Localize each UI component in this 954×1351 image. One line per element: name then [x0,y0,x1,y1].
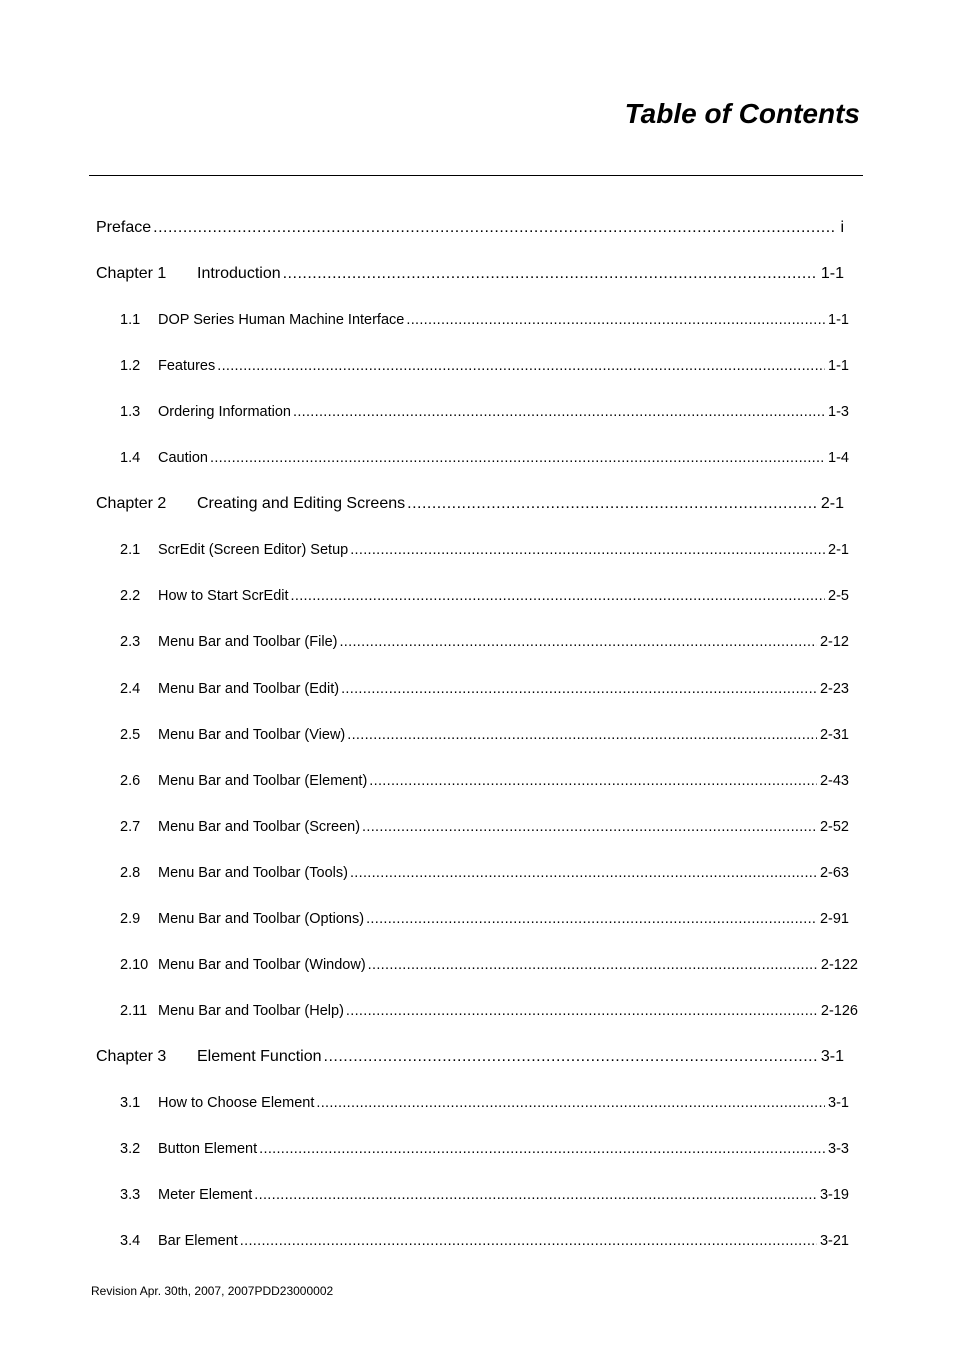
toc-entry-title: How to Start ScrEdit [158,588,289,604]
toc-dot-leader [291,585,825,607]
toc-entry-title: Introduction [197,265,281,282]
toc-dot-leader [240,1230,817,1252]
toc-entry-title: Menu Bar and Toolbar (Edit) [158,681,340,697]
toc-entry-page: 1-3 [828,404,849,420]
toc-section-entry[interactable] [120,770,849,792]
toc-entry-title: Menu Bar and Toolbar (Window) [158,957,366,973]
toc-entry-number: 3.3 [120,1187,141,1203]
toc-entry-number: Chapter 3 [96,1048,167,1065]
toc-entry-number: 1.1 [120,312,141,328]
toc-entry-page: 2-31 [819,727,849,743]
toc-section-entry[interactable] [120,678,849,700]
toc-section-entry[interactable] [120,309,849,331]
toc-entry-number: Chapter 2 [96,495,167,512]
toc-section-entry[interactable] [120,862,849,884]
toc-entry-title: Features [158,358,216,374]
toc-dot-leader [217,355,825,377]
toc-entry-page: 1-4 [828,450,849,466]
toc-section-entry[interactable] [120,355,849,377]
toc-section-entry[interactable] [120,724,849,746]
toc-entry-title: How to Choose Element [158,1095,315,1111]
toc-dot-leader [350,539,825,561]
toc-section-entry[interactable] [120,1230,849,1252]
toc-entry-page: 3-19 [819,1187,849,1203]
toc-entry-page: 2-5 [828,588,849,604]
toc-entry-title: Caution [158,450,208,466]
toc-dot-leader [254,1184,817,1206]
toc-dot-leader [407,493,818,515]
toc-chapter-entry[interactable] [96,1046,844,1068]
toc-entry-number: 1.3 [120,404,141,420]
toc-dot-leader [347,724,817,746]
toc-entry-page: 1-1 [828,312,849,328]
toc-entry-page: 2-91 [819,911,849,927]
toc-entry-page: 3-21 [819,1233,849,1249]
toc-entry-title: Meter Element [158,1187,253,1203]
toc-entry-number: 2.11 [120,1003,148,1019]
toc-entry-title: Ordering Information [158,404,291,420]
toc-entry-page: 3-1 [828,1095,849,1111]
toc-entry-title: Menu Bar and Toolbar (Help) [158,1003,344,1019]
revision-footer: Revision Apr. 30th, 2007, 2007PDD23000002 [91,1284,334,1298]
toc-section-entry[interactable] [120,1138,849,1160]
toc-entry-title: Menu Bar and Toolbar (File) [158,634,338,650]
toc-entry-page: 1-1 [828,358,849,374]
toc-entry-number: Chapter 1 [96,265,167,282]
toc-dot-leader [362,816,817,838]
toc-entry-title: Creating and Editing Screens [197,495,406,512]
toc-entry-title: DOP Series Human Machine Interface [158,312,405,328]
toc-entry-number: 1.4 [120,450,141,466]
toc-entry-page: 2-12 [819,634,849,650]
toc-dot-leader [346,1000,818,1022]
toc-dot-leader [368,954,818,976]
toc-dot-leader [259,1138,825,1160]
toc-chapter-entry[interactable] [96,493,844,515]
toc-entry-number: 2.4 [120,681,141,697]
toc-entry-number: 2.8 [120,865,141,881]
toc-section-entry[interactable] [120,401,849,423]
toc-entry-title: ScrEdit (Screen Editor) Setup [158,542,349,558]
toc-entry-page: 2-43 [819,773,849,789]
toc-section-entry[interactable] [120,954,858,976]
toc-entry-title: Button Element [158,1141,258,1157]
toc-entry-page: i [840,219,844,236]
toc-dot-leader [341,678,817,700]
toc-entry-title: Element Function [197,1048,322,1065]
toc-entry-number: 2.2 [120,588,141,604]
toc-entry-number: 1.2 [120,358,141,374]
toc-entry-title: Menu Bar and Toolbar (View) [158,727,346,743]
toc-entry-page: 2-23 [819,681,849,697]
toc-dot-leader [283,263,818,285]
toc-entry-number: 2.10 [120,957,149,973]
toc-entry-title: Bar Element [158,1233,238,1249]
toc-entry-number: 2.9 [120,911,141,927]
toc-dot-leader [210,447,825,469]
toc-entry-title: Menu Bar and Toolbar (Screen) [158,819,361,835]
toc-entry-title: Menu Bar and Toolbar (Element) [158,773,368,789]
toc-section-entry[interactable] [120,447,849,469]
toc-entry-page: 1-1 [820,265,844,282]
toc-entry-number: 2.3 [120,634,141,650]
toc-entry-title: Menu Bar and Toolbar (Options) [158,911,365,927]
toc-section-entry[interactable] [120,1000,858,1022]
toc-section-entry[interactable] [120,585,849,607]
toc-entry-page: 2-1 [828,542,849,558]
toc-entry-number: 2.5 [120,727,141,743]
toc-dot-leader [293,401,825,423]
toc-dot-leader [339,631,817,653]
toc-dot-leader [366,908,817,930]
toc-chapter-entry[interactable] [96,217,844,239]
toc-dot-leader [324,1046,818,1068]
toc-section-entry[interactable] [120,1184,849,1206]
toc-section-entry[interactable] [120,816,849,838]
toc-dot-leader [316,1092,825,1114]
toc-entry-number: 3.2 [120,1141,141,1157]
toc-dot-leader [369,770,817,792]
toc-section-entry[interactable] [120,539,849,561]
toc-section-entry[interactable] [120,631,849,653]
toc-chapter-entry[interactable] [96,263,844,285]
toc-entry-number: 3.4 [120,1233,141,1249]
toc-section-entry[interactable] [120,1092,849,1114]
toc-entry-title: Preface [96,219,152,236]
toc-entry-number: 2.7 [120,819,141,835]
toc-entry-page: 2-52 [819,819,849,835]
page-title: Table of Contents [624,98,860,129]
toc-entry-number: 3.1 [120,1095,141,1111]
toc-entry-number: 2.1 [120,542,141,558]
toc-dot-leader [406,309,825,331]
toc-section-entry[interactable] [120,908,849,930]
toc-entry-page: 2-122 [820,957,858,973]
toc-entry-page: 2-126 [820,1003,858,1019]
toc-entry-title: Menu Bar and Toolbar (Tools) [158,865,348,881]
toc-entry-page: 3-1 [820,1048,844,1065]
toc-entry-page: 2-63 [819,865,849,881]
toc-dot-leader [350,862,817,884]
toc-dot-leader [153,217,837,239]
toc-entry-page: 2-1 [820,495,844,512]
toc-entry-page: 3-3 [828,1141,849,1157]
toc-entry-number: 2.6 [120,773,141,789]
